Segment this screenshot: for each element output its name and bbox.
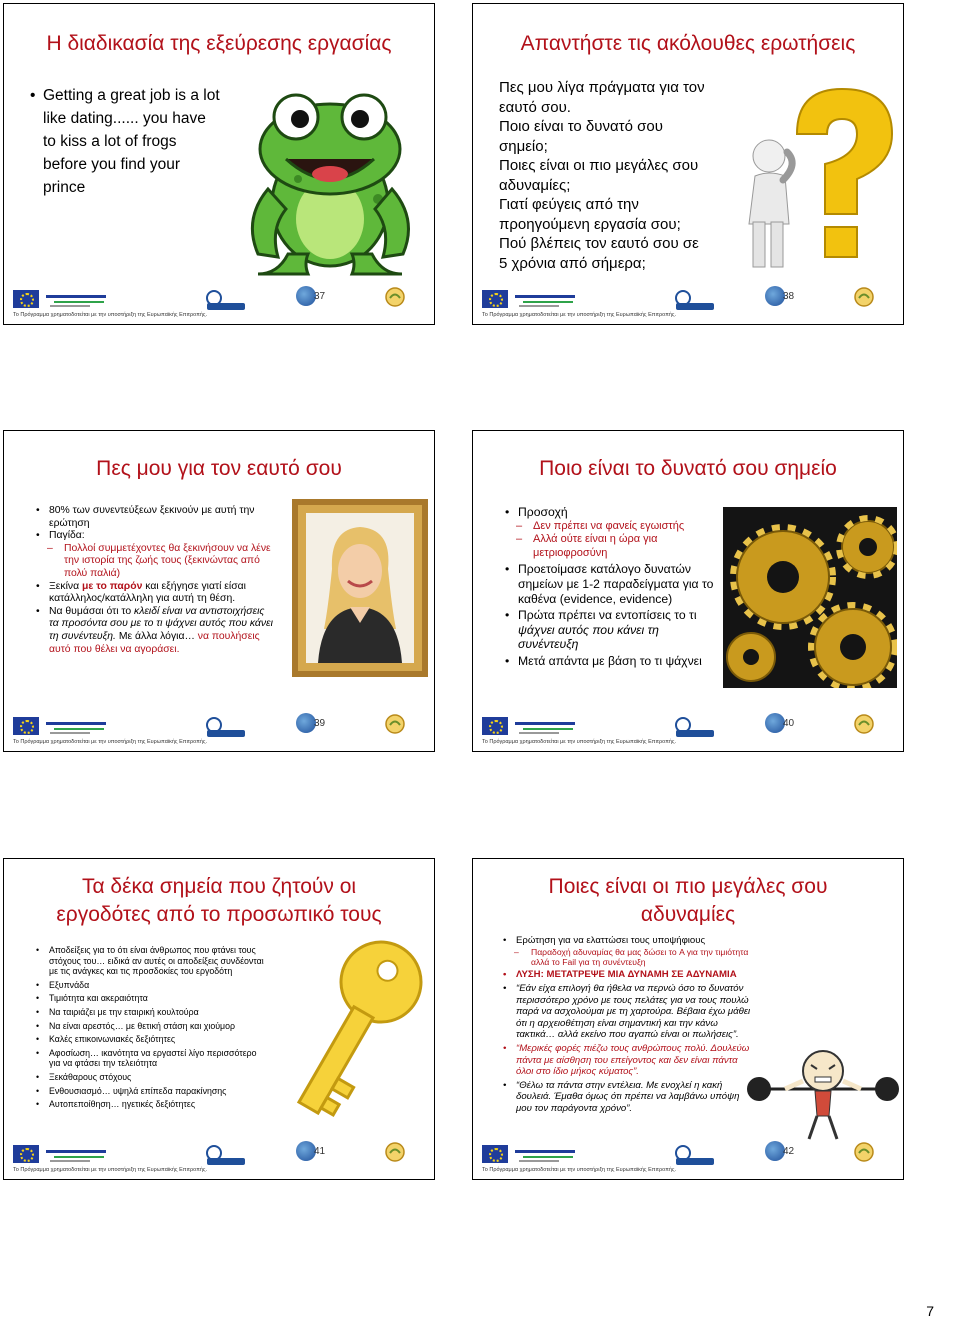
bullet: • Καλές επικοινωνιακές δεξιότητες [36, 1034, 268, 1045]
question-mark-figure [727, 84, 899, 279]
slide-title: Ποιες είναι οι πιο μεγάλες σου αδυναμίες [548, 875, 828, 926]
sub-bullet: – Πολλοί συμμετέχοντες θα ξεκινήσουν να λένε την ιστορία της ζωής τους (ξεκινώντας από πολύ παλιά) [36, 543, 276, 581]
slide-41 [3, 858, 435, 1180]
support-text: Το Πρόγραμμα χρηματοδοτείται με την υποστήριξη της Ευρωπαϊκής Επιτροπής. [13, 312, 208, 318]
slide-title: Απαντήστε τις ακόλουθες ερωτήσεις [520, 32, 856, 55]
yellow-key-illustration [274, 929, 428, 1139]
bullet-quote: • “Θέλω τα πάντα στην εντέλεια. Με ενοχλεί η κακή δουλειά. Έμαθα όμως ότι πρέπει να λαμβάνω υπόψη μου τον παράγοντα χρόνο”. [503, 1080, 757, 1115]
bullet: • Αυτοπεποίθηση… ηγετικές δεξιότητες [36, 1099, 268, 1110]
slide-38 [472, 3, 904, 325]
slide-footer [4, 1145, 434, 1179]
slide-title: Ποιο είναι το δυνατό σου σημείο [539, 457, 837, 480]
europass-logo [204, 715, 248, 739]
partner-logo [515, 718, 575, 736]
slide-body [36, 505, 276, 656]
partner-logo [46, 718, 106, 736]
bullet: • ΛΥΣΗ: ΜΕΤΑΤΡΕΨΕ ΜΙΑ ΔΥΝΑΜΗ ΣΕ ΑΔΥΝΑΜΙΑ [503, 969, 757, 981]
cyprus-emblem-icon [853, 1141, 875, 1163]
support-text: Το Πρόγραμμα χρηματοδοτείται με την υποστήριξη της Ευρωπαϊκής Επιτροπής. [13, 739, 208, 745]
bullet: • Προσοχή [505, 505, 719, 520]
globe-icon [296, 286, 316, 306]
slide-footer [4, 290, 434, 324]
globe-icon [296, 713, 316, 733]
partner-logo [46, 1146, 106, 1164]
europass-logo [204, 1143, 248, 1167]
slide-title: Η διαδικασία της εξεύρεσης εργασίας [46, 32, 392, 55]
partner-logo [515, 291, 575, 309]
bullet: • Αποδείξεις για το ότι είναι άνθρωπος που φτάνει τους στόχους του… ειδικά αν αυτές οι αποδείξεις συνδέονται με τις ανάγκες και τις προσδοκίες του εργοδότη [36, 945, 268, 977]
bullet: • Αφοσίωση… ικανότητα να εργαστεί λίγο περισσότερο για να φτάσει την τελειότητα [36, 1048, 268, 1069]
slide-body [503, 935, 757, 1115]
slide-footer [473, 290, 903, 324]
question-line: Ποιες είναι οι πιο μεγάλες σου αδυναμίες; [499, 157, 699, 194]
globe-icon [765, 1141, 785, 1161]
bullet: • Ενθουσιασμό… υψηλά επίπεδα παρακίνησης [36, 1086, 268, 1097]
bullet: • Getting a great job is a lot like dating...... you have to kiss a lot of frogs before you find your prince [30, 84, 220, 199]
question-line: Πες μου λίγα πράγματα για τον εαυτό σου. [499, 79, 705, 116]
bullet: • Μετά απάντα με βάση το τι ψάχνει [505, 654, 719, 669]
bullet-quote: • “Μερικές φορές πιέζω τους ανθρώπους πολύ. Δουλεύω πάντα με αίσθηση του επείγοντος και δεν είναι πάντα όλοι στο ίδιο μήκος κύματος”. [503, 1043, 757, 1078]
bullet: • Πρώτα πρέπει να εντοπίσεις το τι ψάχνει αυτός που κάνει τη συνέντευξη [505, 608, 719, 652]
eu-flag-icon [13, 717, 39, 735]
support-text: Το Πρόγραμμα χρηματοδοτείται με την υποστήριξη της Ευρωπαϊκής Επιτροπής. [482, 1167, 677, 1173]
eu-flag-icon [482, 290, 508, 308]
question-line: Γιατί φεύγεις από την προηγούμενη εργασία σου; [499, 196, 681, 233]
slide-42 [472, 858, 904, 1180]
page-number: 42 [783, 1146, 795, 1157]
slide-body [36, 945, 268, 1110]
cyprus-emblem-icon [384, 713, 406, 735]
europass-logo [673, 288, 717, 312]
globe-icon [765, 713, 785, 733]
bullet-quote: • “Εάν είχα επιλογή θα ήθελα να περνώ όσο το δυνατόν περισσότερο χρόνο με τους πελάτες για να τους πουλώ παρά να ασχολούμαι με τη χαρτούρα. Βέβαια έχω μάθει ότι η αρχειοθέτηση είναι σημαντική και την κάνω τακτικά… αλλά εκείνο που αγαπώ είναι οι πωλήσεις”. [503, 983, 757, 1041]
weightlifter-cartoon [745, 1031, 901, 1143]
eu-flag-icon [13, 1145, 39, 1163]
bullet: • Ξεκάθαρους στόχους [36, 1072, 268, 1083]
bullet: • Ξεκίνα με το παρόν και εξήγησε γιατί είσαι κατάλληλος/κατάλληλη για αυτή τη θέση. [36, 581, 276, 606]
slide-footer [4, 717, 434, 751]
question-line: Πού βλέπεις τον εαυτό σου σε 5 χρόνια από σήμερα; [499, 235, 699, 272]
bullet: • Να είναι αρεστός… με θετική στάση και χιούμορ [36, 1021, 268, 1032]
bullet: • Προετοίμασε κατάλογο δυνατών σημείων με 1-2 παραδείγματα για το καθένα (evidence, evidence) [505, 562, 719, 606]
slide-footer [473, 717, 903, 751]
globe-icon [765, 286, 785, 306]
bullet: • Ερώτηση για να ελαττώσει τους υποψήφιους [503, 935, 757, 947]
slide-footer [473, 1145, 903, 1179]
europass-logo [673, 715, 717, 739]
bullet: • Παγίδα: [36, 530, 276, 543]
bullet: • Εξυπνάδα [36, 980, 268, 991]
sub-bullet: – Δεν πρέπει να φανείς εγωιστής [505, 520, 719, 534]
bullet: • Να θυμάσαι ότι το κλειδί είναι να αντιστοιχήσεις τα προσόντα σου με το τι ψάχνει αυτός που κάνει τη συνέντευξη. Με άλλα λόγια… να πουλήσεις αυτό που θέλει να αγοράσει. [36, 606, 276, 656]
eu-flag-icon [482, 717, 508, 735]
page-number: 37 [314, 291, 326, 302]
support-text: Το Πρόγραμμα χρηματοδοτείται με την υποστήριξη της Ευρωπαϊκής Επιτροπής. [482, 312, 677, 318]
woman-mirror-photo [292, 499, 428, 677]
bullet: • Να ταιριάζει με την εταιρική κουλτούρα [36, 1007, 268, 1018]
cyprus-emblem-icon [384, 286, 406, 308]
partner-logo [46, 291, 106, 309]
slide-body [505, 505, 719, 669]
europass-logo [204, 288, 248, 312]
cyprus-emblem-icon [384, 1141, 406, 1163]
golden-gears-photo [723, 507, 897, 688]
sub-bullet: – Αλλά ούτε είναι η ώρα για μετριοφροσύνη [505, 533, 719, 560]
page-number: 38 [783, 291, 795, 302]
cyprus-emblem-icon [853, 713, 875, 735]
globe-icon [296, 1141, 316, 1161]
page-number: 39 [314, 718, 326, 729]
page-number: 41 [314, 1146, 326, 1157]
page-number: 40 [783, 718, 795, 729]
slide-body [499, 78, 711, 273]
europass-logo [673, 1143, 717, 1167]
support-text: Το Πρόγραμμα χρηματοδοτείται με την υποστήριξη της Ευρωπαϊκής Επιτροπής. [482, 739, 677, 745]
question-line: Ποιο είναι το δυνατό σου σημείο; [499, 118, 663, 155]
sheet-page-number: 7 [926, 1303, 934, 1319]
support-text: Το Πρόγραμμα χρηματοδοτείται με την υποστήριξη της Ευρωπαϊκής Επιτροπής. [13, 1167, 208, 1173]
eu-flag-icon [482, 1145, 508, 1163]
slide-title: Πες μου για τον εαυτό σου [96, 457, 342, 480]
sub-bullet: – Παραδοχή αδυναμίας θα μας δώσει το A για την τιμιότητα αλλά το Fail για τη συνέντευξη [503, 947, 757, 968]
slide-40 [472, 430, 904, 752]
bullet: • 80% των συνεντεύξεων ξεκινούν με αυτή την ερώτηση [36, 505, 276, 530]
cyprus-emblem-icon [853, 286, 875, 308]
slide-37 [3, 3, 435, 325]
partner-logo [515, 1146, 575, 1164]
slide-body [30, 84, 220, 199]
slide-39 [3, 430, 435, 752]
eu-flag-icon [13, 290, 39, 308]
bullet: • Τιμιότητα και ακεραιότητα [36, 993, 268, 1004]
frog-illustration [238, 79, 423, 279]
slide-title: Τα δέκα σημεία που ζητούν οι εργοδότες από το προσωπικό τους [56, 875, 382, 926]
